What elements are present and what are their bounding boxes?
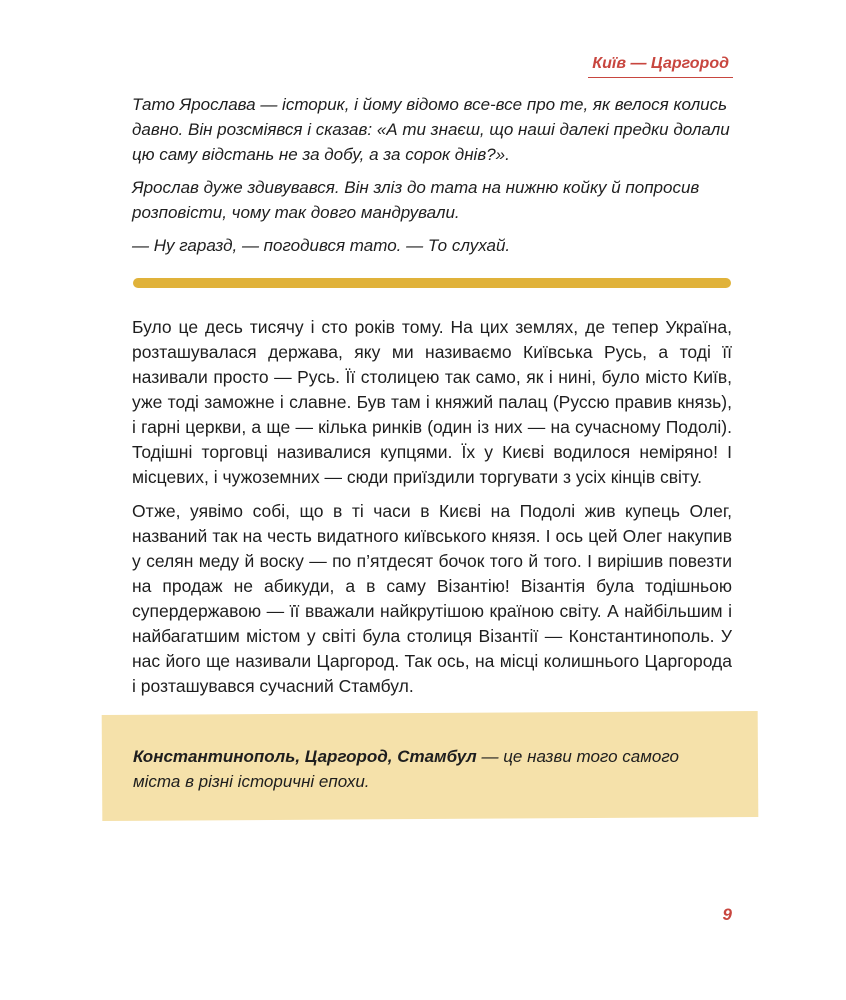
body-paragraph: Отже, уявімо собі, що в ті часи в Києві на Подолі жив купець Олег, названий так на честь видатного київського князя. І ось цей Олег накупив у селян меду й воску — по п’ятдесят бочок того й того. І вирішив повезти на продаж не абикуди, а в саму Візантію! Візантія була тодішньою супердержавою — її вважали найкрутішою країною світу. А найбільшим і найбагатшим містом у світі була столиця Візантії — Константинополь. У нас його ще називали Царгород. Так ось, на місці колишнього Царгорода і розташувався сучасний Стамбул. <box>132 501 732 696</box>
main-text <box>132 315 732 708</box>
page-number: 9 <box>722 905 732 924</box>
running-title: Київ — Царгород <box>588 55 733 78</box>
intro-dialogue <box>132 92 732 266</box>
note-definition: — це назви того самого міста в різні історичні епохи. <box>133 747 680 791</box>
intro-paragraph: Тато Ярослава — історик, і йому відомо все-все про те, як велося колись давно. Він розсміявся і сказав: «А ти знаєш, що наші далекі предки долали цю саму відстань не за добу, а за сорок днів?». <box>132 95 730 164</box>
note-term: Константинополь, Царгород, Стамбул <box>133 747 477 766</box>
intro-paragraph: — Ну гаразд, — погодився тато. — То слухай. <box>132 236 511 255</box>
body-paragraph: Було це десь тисячу і сто років тому. На цих землях, де тепер Україна, розташувалася держава, яку ми називаємо Київська Русь, а тоді її називали просто — Русь. Її столицею так само, як і нині, було місто Київ, уже тоді заможне і славне. Був там і княжий палац (Руссю правив князь), і гарні церкви, а ще — кілька ринків (один із них — на сучасному Подолі). Тодішні торговці називалися купцями. Їх у Києві водилося неміряно! І місцевих, і чужоземних — сюди приїздили торгувати з усіх кінців світу. <box>132 317 732 487</box>
section-divider <box>133 278 731 288</box>
note-box <box>133 744 731 794</box>
intro-paragraph: Ярослав дуже здивувався. Він зліз до тата на нижню койку й попросив розповісти, чому так довго мандрували. <box>132 178 700 222</box>
